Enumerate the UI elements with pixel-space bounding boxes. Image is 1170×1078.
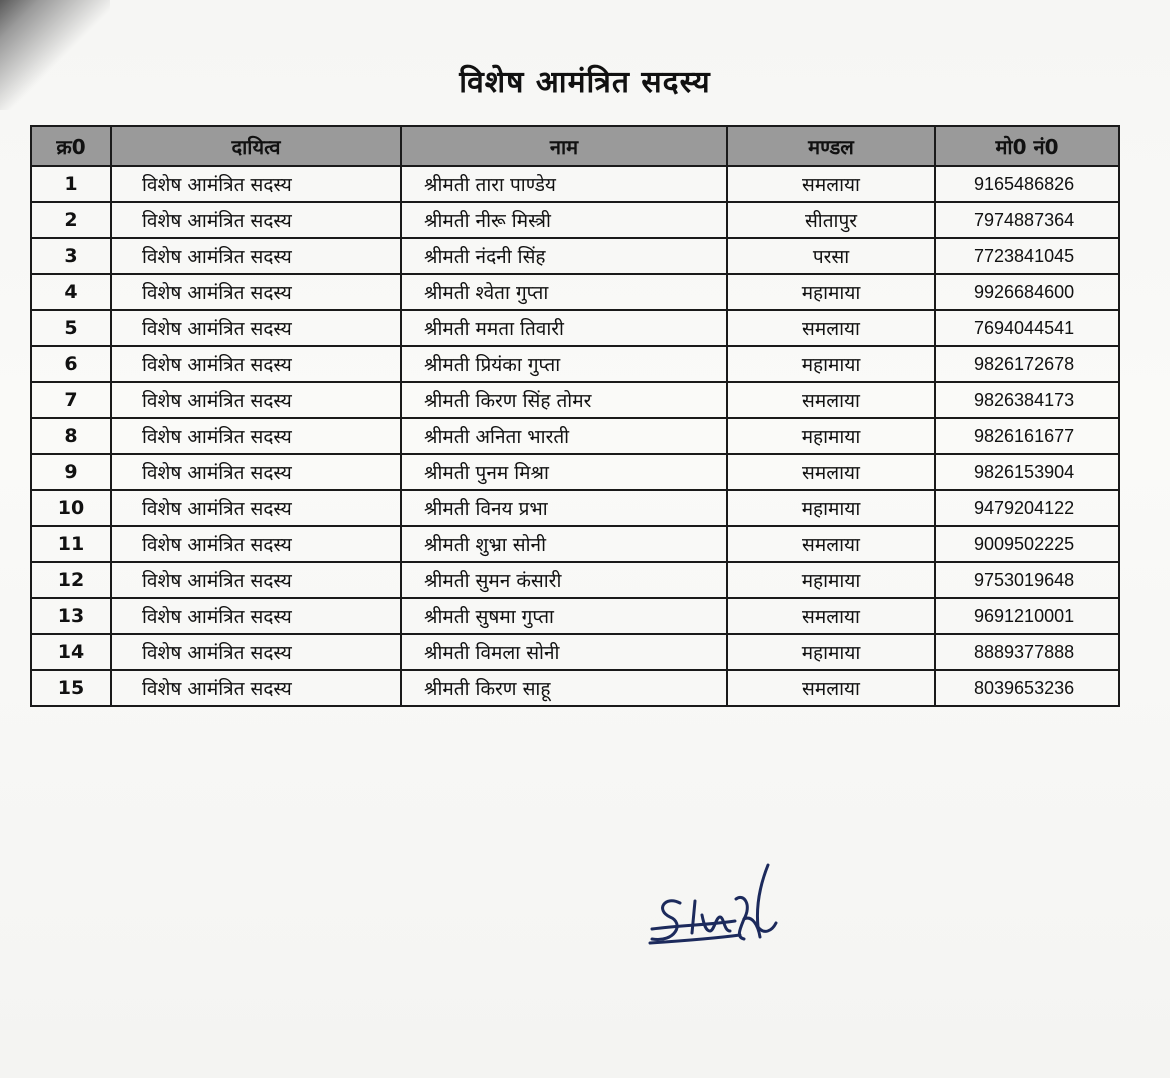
table-row [31, 490, 1119, 526]
table-row [31, 454, 1119, 490]
cell-name: श्रीमती किरण सिंह तोमर [401, 382, 727, 418]
cell-role: विशेष आमंत्रित सदस्य [111, 202, 401, 238]
cell-sno: 11 [31, 526, 111, 562]
cell-role: विशेष आमंत्रित सदस्य [111, 274, 401, 310]
cell-mandal: समलाया [727, 382, 935, 418]
cell-mobile: 9691210001 [935, 598, 1119, 634]
cell-role: विशेष आमंत्रित सदस्य [111, 634, 401, 670]
cell-sno: 6 [31, 346, 111, 382]
cell-mobile: 9926684600 [935, 274, 1119, 310]
cell-name: श्रीमती नंदनी सिंह [401, 238, 727, 274]
cell-role: विशेष आमंत्रित सदस्य [111, 382, 401, 418]
cell-name: श्रीमती किरण साहू [401, 670, 727, 706]
cell-mandal: महामाया [727, 490, 935, 526]
cell-name: श्रीमती अनिता भारती [401, 418, 727, 454]
table-header-row [31, 126, 1119, 166]
cell-sno: 12 [31, 562, 111, 598]
cell-mobile: 9479204122 [935, 490, 1119, 526]
document-title: विशेष आमंत्रित सदस्य [459, 65, 711, 100]
cell-name: श्रीमती सुमन कंसारी [401, 562, 727, 598]
table-row [31, 598, 1119, 634]
cell-role: विशेष आमंत्रित सदस्य [111, 670, 401, 706]
cell-mandal: महामाया [727, 418, 935, 454]
header-mandal: मण्डल [727, 126, 935, 166]
cell-name: श्रीमती विनय प्रभा [401, 490, 727, 526]
cell-mobile: 7694044541 [935, 310, 1119, 346]
header-sno: क्र0 [31, 126, 111, 166]
cell-mobile: 7974887364 [935, 202, 1119, 238]
cell-mobile: 8889377888 [935, 634, 1119, 670]
cell-mandal: महामाया [727, 346, 935, 382]
cell-name: श्रीमती नीरू मिस्त्री [401, 202, 727, 238]
cell-mobile: 9009502225 [935, 526, 1119, 562]
members-table [30, 125, 1120, 707]
cell-name: श्रीमती प्रियंका गुप्ता [401, 346, 727, 382]
header-name: नाम [401, 126, 727, 166]
cell-name: श्रीमती ममता तिवारी [401, 310, 727, 346]
cell-name: श्रीमती सुषमा गुप्ता [401, 598, 727, 634]
table-row [31, 418, 1119, 454]
table-row [31, 202, 1119, 238]
cell-mandal: महामाया [727, 634, 935, 670]
cell-sno: 8 [31, 418, 111, 454]
cell-sno: 9 [31, 454, 111, 490]
table-row [31, 166, 1119, 202]
cell-mandal: समलाया [727, 454, 935, 490]
cell-mobile: 9826384173 [935, 382, 1119, 418]
cell-name: श्रीमती तारा पाण्डेय [401, 166, 727, 202]
cell-sno: 2 [31, 202, 111, 238]
table-row [31, 238, 1119, 274]
cell-role: विशेष आमंत्रित सदस्य [111, 310, 401, 346]
cell-role: विशेष आमंत्रित सदस्य [111, 166, 401, 202]
cell-sno: 10 [31, 490, 111, 526]
signature-graphic [640, 855, 800, 965]
cell-role: विशेष आमंत्रित सदस्य [111, 562, 401, 598]
cell-mandal: महामाया [727, 274, 935, 310]
cell-mandal: सीतापुर [727, 202, 935, 238]
cell-role: विशेष आमंत्रित सदस्य [111, 598, 401, 634]
table-row [31, 562, 1119, 598]
cell-sno: 15 [31, 670, 111, 706]
cell-mobile: 9165486826 [935, 166, 1119, 202]
cell-mobile: 8039653236 [935, 670, 1119, 706]
cell-role: विशेष आमंत्रित सदस्य [111, 418, 401, 454]
cell-mandal: महामाया [727, 562, 935, 598]
cell-name: श्रीमती श्वेता गुप्ता [401, 274, 727, 310]
cell-sno: 3 [31, 238, 111, 274]
cell-sno: 4 [31, 274, 111, 310]
cell-name: श्रीमती विमला सोनी [401, 634, 727, 670]
cell-role: विशेष आमंत्रित सदस्य [111, 238, 401, 274]
table-row [31, 526, 1119, 562]
members-table-container [30, 125, 1118, 707]
cell-mandal: परसा [727, 238, 935, 274]
cell-sno: 14 [31, 634, 111, 670]
cell-mandal: समलाया [727, 166, 935, 202]
cell-name: श्रीमती शुभ्रा सोनी [401, 526, 727, 562]
cell-role: विशेष आमंत्रित सदस्य [111, 454, 401, 490]
table-row [31, 634, 1119, 670]
cell-sno: 5 [31, 310, 111, 346]
cell-role: विशेष आमंत्रित सदस्य [111, 490, 401, 526]
header-role: दायित्व [111, 126, 401, 166]
cell-sno: 13 [31, 598, 111, 634]
table-row [31, 670, 1119, 706]
header-mobile: मो0 नं0 [935, 126, 1119, 166]
cell-role: विशेष आमंत्रित सदस्य [111, 526, 401, 562]
table-row [31, 274, 1119, 310]
table-row [31, 310, 1119, 346]
cell-mobile: 9753019648 [935, 562, 1119, 598]
cell-mandal: समलाया [727, 670, 935, 706]
handwritten-signature-icon [640, 855, 800, 965]
cell-mobile: 9826161677 [935, 418, 1119, 454]
cell-mandal: समलाया [727, 310, 935, 346]
cell-sno: 1 [31, 166, 111, 202]
cell-role: विशेष आमंत्रित सदस्य [111, 346, 401, 382]
cell-mandal: समलाया [727, 526, 935, 562]
cell-mobile: 7723841045 [935, 238, 1119, 274]
cell-name: श्रीमती पुनम मिश्रा [401, 454, 727, 490]
cell-mobile: 9826172678 [935, 346, 1119, 382]
cell-mobile: 9826153904 [935, 454, 1119, 490]
table-row [31, 346, 1119, 382]
cell-mandal: समलाया [727, 598, 935, 634]
table-row [31, 382, 1119, 418]
cell-sno: 7 [31, 382, 111, 418]
